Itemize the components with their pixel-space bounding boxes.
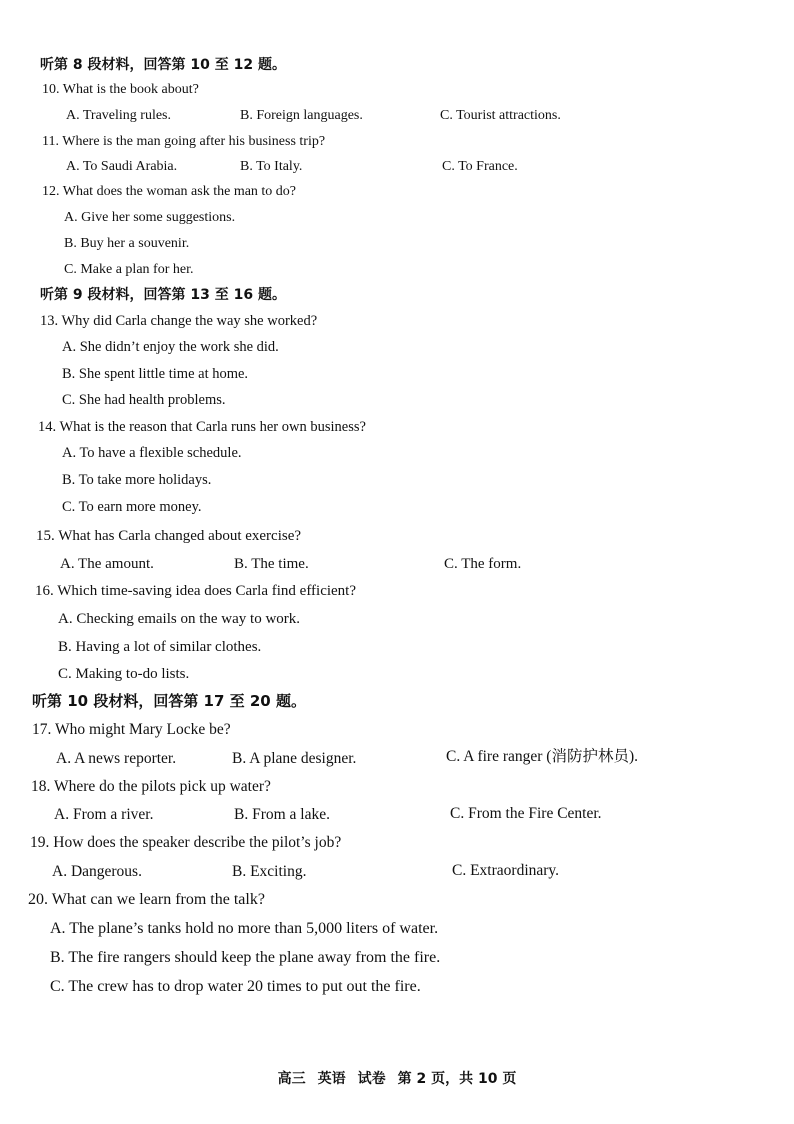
question-number: 18. <box>31 778 51 795</box>
question-text: Where do the pilots pick up water? <box>53 778 271 795</box>
question-15 <box>36 528 301 545</box>
question-18 <box>31 778 271 795</box>
question-number: 11. <box>42 134 59 149</box>
option-c: C. Extraordinary. <box>452 862 560 879</box>
page-footer <box>0 1068 794 1088</box>
question-number: 12. <box>42 184 60 199</box>
option-c: C. Tourist attractions. <box>440 108 561 123</box>
option-b: B. Having a lot of similar clothes. <box>58 639 262 655</box>
option-b: B. To Italy. <box>240 159 303 174</box>
question-16 <box>35 583 356 600</box>
option-c: C. To France. <box>442 159 518 174</box>
question-text: Who might Mary Locke be? <box>54 721 231 738</box>
option-b: B. The fire rangers should keep the plane away from the fire. <box>50 949 441 966</box>
section-header: 听第 10 段材料，回答第 17 至 20 题。 <box>32 692 306 710</box>
question-10 <box>42 82 199 97</box>
question-number: 16. <box>35 583 54 599</box>
option-c: C. Make a plan for her. <box>64 262 194 277</box>
option-b: B. From a lake. <box>234 806 330 823</box>
section-header: 听第 9 段材料，回答第 13 至 16 题。 <box>40 287 286 303</box>
question-17 <box>32 721 231 738</box>
option-b: B. To take more holidays. <box>62 472 212 488</box>
footer-page-number: 第 2 页，共 10 页 <box>397 1071 517 1087</box>
question-text: What does the woman ask the man to do? <box>62 184 297 199</box>
option-b: B. She spent little time at home. <box>62 366 249 382</box>
option-c: C. Making to-do lists. <box>58 666 190 682</box>
section-header: 听第 8 段材料，回答第 10 至 12 题。 <box>40 57 286 73</box>
option-a: A. Give her some suggestions. <box>64 210 236 225</box>
question-number: 19. <box>30 834 50 851</box>
question-text: Which time-saving idea does Carla find efficient? <box>57 583 357 599</box>
question-number: 17. <box>32 721 52 738</box>
question-text: What is the book about? <box>62 82 199 97</box>
question-14 <box>38 420 366 436</box>
question-19 <box>30 834 341 851</box>
question-number: 10. <box>42 82 60 97</box>
question-text: What has Carla changed about exercise? <box>58 528 302 544</box>
option-a: A. From a river. <box>54 806 154 823</box>
question-number: 20. <box>28 891 48 908</box>
question-11 <box>42 134 325 149</box>
option-a: A. A news reporter. <box>56 750 177 767</box>
option-a: A. Dangerous. <box>52 863 142 880</box>
option-a: A. Traveling rules. <box>66 108 171 123</box>
option-c: C. To earn more money. <box>62 499 202 515</box>
option-a: A. The amount. <box>60 556 154 572</box>
option-a: A. The plane’s tanks hold no more than 5,000 liters of water. <box>50 920 439 937</box>
option-c: C. A fire ranger (消防护林员). <box>446 748 638 765</box>
option-a: A. She didn’t enjoy the work she did. <box>62 339 279 355</box>
question-20 <box>28 891 265 909</box>
question-number: 15. <box>36 528 55 544</box>
question-number: 14. <box>38 419 57 435</box>
footer-grade: 高三 <box>277 1071 306 1087</box>
option-b: B. A plane designer. <box>232 750 357 767</box>
option-a: A. To have a flexible schedule. <box>62 445 242 461</box>
question-13 <box>40 314 317 330</box>
question-text: Where is the man going after his business trip? <box>62 134 326 149</box>
option-c: C. The form. <box>444 556 522 572</box>
question-12 <box>42 184 296 199</box>
option-a: A. Checking emails on the way to work. <box>58 611 301 627</box>
option-c: C. The crew has to drop water 20 times to put out the fire. <box>50 978 421 995</box>
footer-doc-type: 试卷 <box>357 1071 386 1087</box>
option-b: B. The time. <box>234 556 309 572</box>
question-text: What is the reason that Carla runs her own business? <box>59 419 366 435</box>
footer-subject: 英语 <box>317 1071 346 1087</box>
option-c: C. She had health problems. <box>62 392 226 408</box>
option-b: B. Exciting. <box>232 863 307 880</box>
question-number: 13. <box>40 313 59 329</box>
option-b: B. Foreign languages. <box>240 108 363 123</box>
option-a: A. To Saudi Arabia. <box>66 159 178 174</box>
question-text: What can we learn from the talk? <box>51 891 265 908</box>
question-text: Why did Carla change the way she worked? <box>61 313 318 329</box>
question-text: How does the speaker describe the pilot’s job? <box>53 834 342 851</box>
option-c: C. From the Fire Center. <box>450 805 602 822</box>
option-b: B. Buy her a souvenir. <box>64 236 190 251</box>
